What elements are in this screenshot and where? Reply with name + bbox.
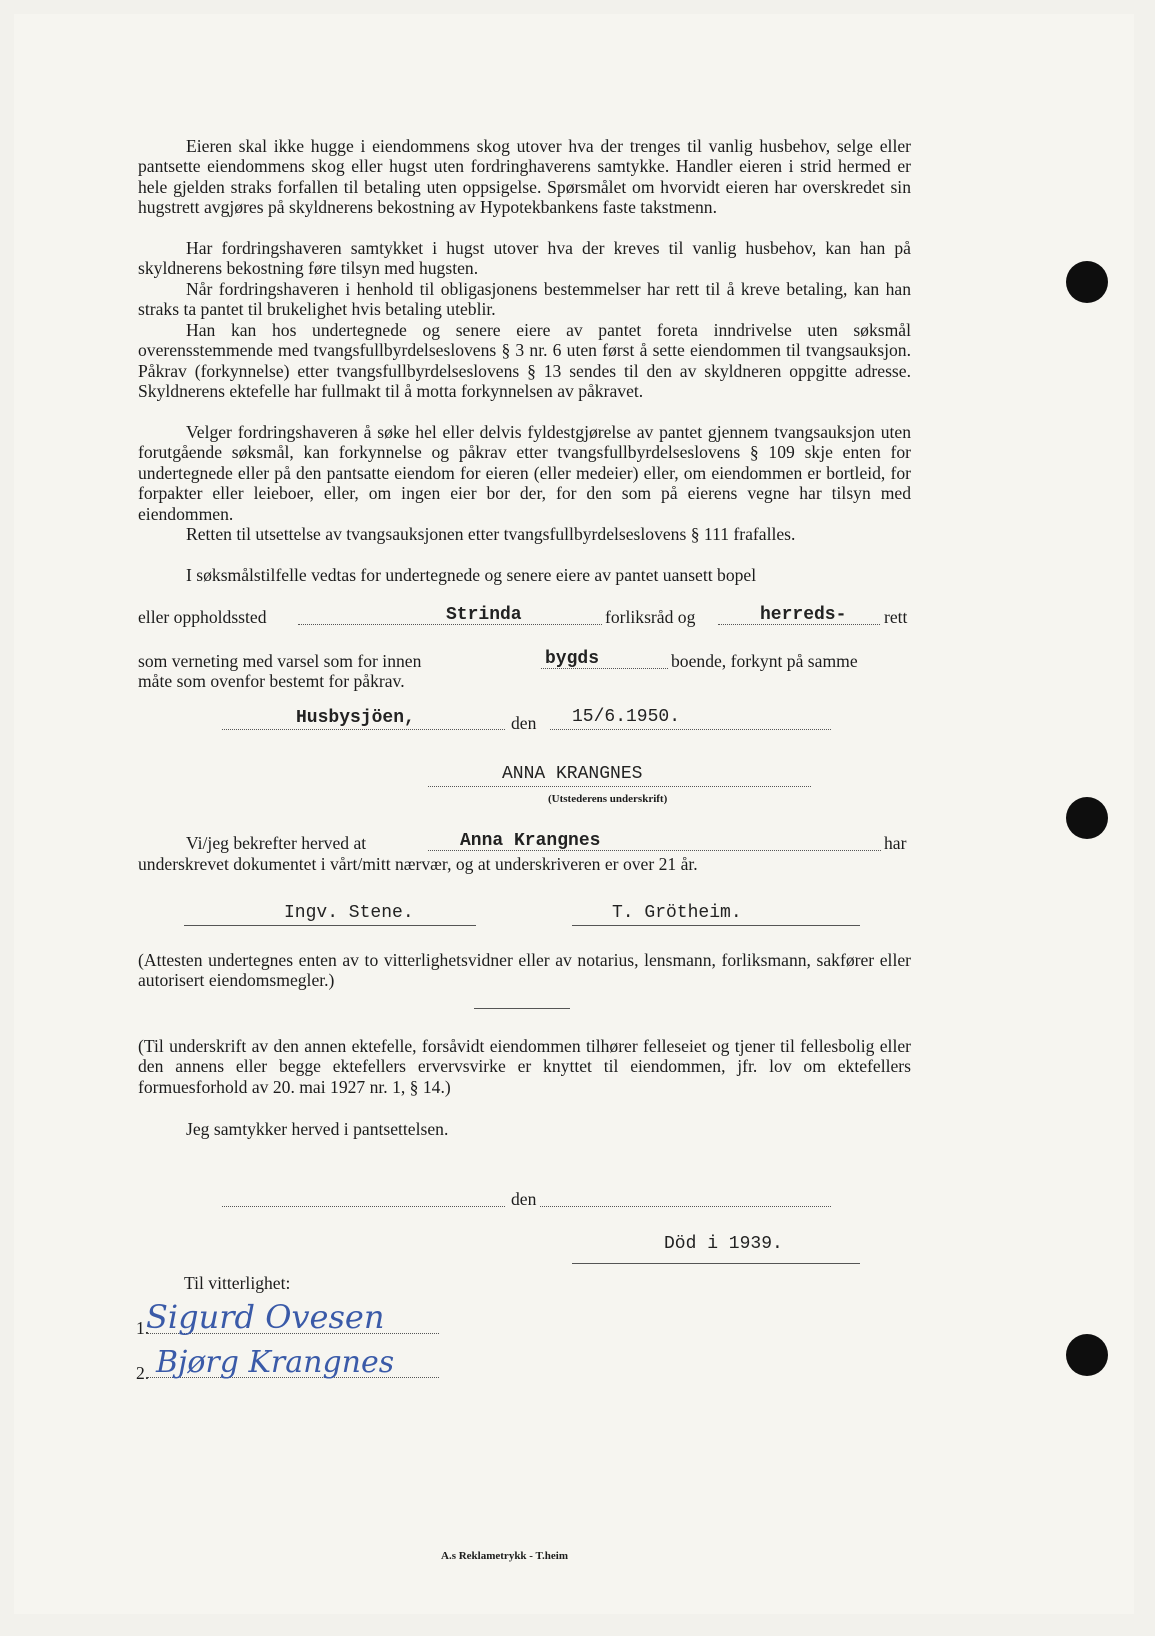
witness1-line <box>184 925 476 926</box>
attest-name-value: Anna Krangnes <box>460 831 601 851</box>
witness-signature-2 <box>150 1334 450 1390</box>
within-value: bygds <box>545 649 600 669</box>
venue-line1-mid: forliksråd og <box>605 607 696 627</box>
note-attestation: (Attesten undertegnes enten av to vitterlighetsvidner eller av notarius, lensmann, forliksmann, sakfører eller autorisert eiendomsmegler.) <box>138 950 911 991</box>
witness-signature-1 <box>140 1290 440 1340</box>
place-value: Husbysjöen, <box>296 708 415 728</box>
spouse-date-field <box>540 1206 831 1207</box>
consent-text: Jeg samtykker herved i pantsettelsen. <box>186 1119 449 1139</box>
paragraph-logging: Eieren skal ikke hugge i eiendommens skog utover hva der trenges til vanlig husbehov, selge eller pantsette eiendommens skog eller hugst uten fordringhaverens samtykke. Handler eieren i strid hermed er hele gjelden straks forfallen til betaling uten oppsigelse. Spørsmålet om hvorvidt eieren har overskredet sin hugstrett avgjøres på skyldnerens bekostning av Hypotekbankens faste takstmenn. <box>138 136 911 218</box>
date-field <box>550 729 831 730</box>
place-field <box>222 729 505 730</box>
spouse-place-field <box>222 1206 505 1207</box>
paragraph-auction: Velger fordringshaveren å søke hel eller delvis fyldestgjørelse av pantet gjennem tvangsauksjon uten forutgående søksmål, kan forkynnelse og påkrav etter tvangsfullbyrdelseslovens § 109 skje enten for undertegnede eller på den pantsatte eiendom for eieren (eller medeier) eller, om eiendommen er bortleid, for forpakter eller leieboer, eller, om ingen eier bor der, for den som på eierens vegne har tilsyn med eiendommen. <box>138 422 911 524</box>
issuer-caption: (Utstederens underskrift) <box>548 793 668 805</box>
date-den-label: den <box>511 713 537 733</box>
witness-signature-2-text: Bjørg Krangnes <box>156 1345 395 1380</box>
spouse-signature-line <box>572 1263 860 1264</box>
section-divider <box>474 1008 570 1009</box>
paragraph-postponement: Retten til utsettelse av tvangsauksjonen etter tvangsfullbyrdelseslovens § 111 frafalles. <box>186 524 796 544</box>
witness-number-2: 2. <box>136 1363 150 1383</box>
court-place-value: Strinda <box>446 605 522 625</box>
date-value: 15/6.1950. <box>572 707 681 727</box>
issuer-signature-field <box>428 786 811 787</box>
paragraph-collection: Han kan hos undertegnede og senere eiere av pantet foreta inndrivelse uten søksmål overensstemmende med tvangsfullbyrdelseslovens § 3 nr. 6 uten først å sette eiendommen til tvangsauksjon. Påkrav (forkynnelse) etter tvangsfullbyrdelseslovens § 13 sendes til den av skyldneren oppgitte adresse. Skyldnerens ektefelle har fullmakt til å motta forkynnelsen av påkravet. <box>138 320 911 402</box>
venue-line2-suffix: boende, forkynt på samme <box>671 651 858 671</box>
witness2-name: T. Grötheim. <box>612 903 742 923</box>
note-spouse: (Til underskrift av den annen ektefelle, forsåvidt eiendommen tilhører felleseiet og tjener til fellesbolig eller den annens eller begge ektefellers ervervsvirke er knyttet til eiendommen, jfr. lov om ektefellers formuesforhold av 20. mai 1927 nr. 1, § 14.) <box>138 1036 911 1097</box>
paragraph-consent-logging: Har fordringshaveren samtykket i hugst utover hva der kreves til vanlig husbehov, kan han på skyldnerens bekostning føre tilsyn med hugsten. <box>138 238 911 279</box>
witnesses-heading: Til vitterlighet: <box>184 1273 291 1293</box>
attest-line2: underskrevet dokumentet i vårt/mitt nærvær, og at underskriveren er over 21 år. <box>138 854 698 874</box>
witness1-name: Ingv. Stene. <box>284 903 414 923</box>
paragraph-payment: Når fordringshaveren i henhold til obligasjonens bestemmelser har rett til å kreve betaling, kan han straks ta pantet til brukelighet hvis betaling uteblir. <box>138 279 911 320</box>
paragraph-venue-intro: I søksmålstilfelle vedtas for undertegnede og senere eiere av pantet uansett bopel <box>186 565 757 585</box>
punch-hole-middle <box>1066 797 1108 839</box>
printer-imprint: A.s Reklametrykk - T.heim <box>441 1550 569 1562</box>
spouse-remark: Död i 1939. <box>664 1234 783 1254</box>
witness-signature-1-text: Sigurd Ovesen <box>146 1298 385 1336</box>
attest-suffix: har <box>884 833 907 853</box>
spouse-den-label: den <box>511 1189 537 1209</box>
venue-line1-prefix: eller oppholdssted <box>138 607 267 627</box>
venue-line2-prefix: som verneting med varsel som for innen <box>138 651 422 671</box>
punch-hole-bottom <box>1066 1334 1108 1376</box>
punch-hole-top <box>1066 261 1108 303</box>
court-type-value: herreds- <box>760 605 847 625</box>
venue-line3: måte som ovenfor bestemt for påkrav. <box>138 671 405 691</box>
witness2-line <box>572 925 860 926</box>
issuer-name: ANNA KRANGNES <box>502 764 643 784</box>
witness-number-1: 1. <box>136 1318 150 1338</box>
venue-line1-suffix: rett <box>884 607 908 627</box>
attest-prefix: Vi/jeg bekrefter herved at <box>186 833 367 853</box>
